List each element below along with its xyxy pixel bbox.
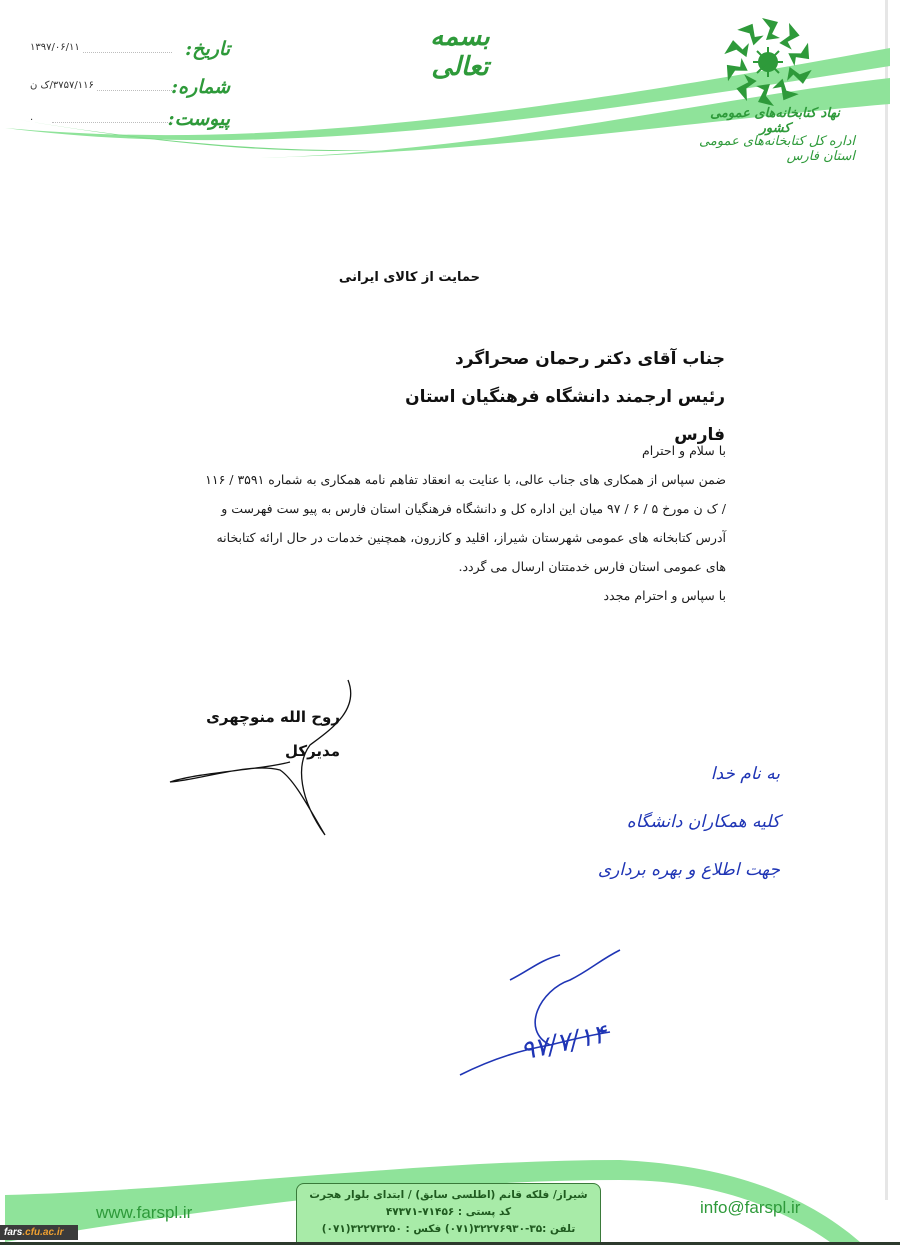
- recipient-title: رئیس ارجمند دانشگاه فرهنگیان استان فارس: [405, 387, 725, 445]
- recipient-name: جناب آقای دکتر رحمان صحراگرد: [455, 349, 725, 369]
- invocation-heading: بسمه تعالی: [430, 22, 490, 82]
- signer-block: [160, 700, 340, 768]
- note-line: کلیه همکاران دانشگاه: [626, 812, 780, 832]
- source-watermark: [0, 1225, 78, 1240]
- signer-name: روح الله منوچهری: [206, 708, 340, 726]
- watermark-suffix: .cfu.ac.ir: [22, 1227, 64, 1238]
- parent-organization-name: نهاد کتابخانه‌های عمومی کشور: [710, 106, 840, 136]
- dotted-line: [52, 122, 172, 123]
- date-field: [30, 38, 230, 64]
- closing: با سپاس و احترام مجدد: [603, 588, 726, 603]
- date-label: تاریخ:: [185, 38, 230, 60]
- website-link[interactable]: www.farspl.ir: [96, 1203, 193, 1222]
- number-field: [30, 76, 230, 102]
- slogan: حمایت از کالای ایرانی: [338, 270, 480, 285]
- letter-body: [110, 436, 726, 610]
- address-box: [296, 1183, 601, 1243]
- number-value: ۳۷۵۷/۱۱۶/ک ن: [30, 80, 94, 91]
- postal-code-line: کد پستی : ۷۱۴۵۶-۴۷۳۷۱: [385, 1206, 512, 1218]
- watermark-prefix: fars: [4, 1227, 23, 1238]
- handwritten-date: ۹۷/۷/۱۴: [517, 1019, 610, 1067]
- phone-fax-line: تلفن :۳۵-۳۲۲۷۶۹۳۰(۰۷۱) فکس : ۳۲۲۷۳۲۵۰(۰۷۱): [321, 1223, 576, 1235]
- address-line: شیراز/ فلکه قانم (اطلسی سابق) / ابتدای بلوار هجرت: [309, 1189, 588, 1201]
- organization-name: اداره کل کتابخانه‌های عمومی استان فارس: [699, 134, 855, 164]
- footer-divider: [0, 1242, 900, 1245]
- library-flower-logo-icon: [718, 12, 818, 112]
- body-line: آدرس کتابخانه های عمومی شهرستان شیراز، اقلید و کازرون، همچنین خدمات در حال ارائه کتابخانه: [216, 530, 726, 545]
- attachment-field: [30, 108, 230, 134]
- email-link[interactable]: info@farspl.ir: [700, 1198, 801, 1217]
- scan-edge: [885, 0, 888, 1200]
- attachment-label: پیوست:: [167, 108, 230, 130]
- handwritten-referral-note: [540, 750, 780, 894]
- body-line: های عمومی استان فارس خدمتتان ارسال می گردد.: [458, 559, 726, 574]
- greeting: با سلام و احترام: [642, 443, 726, 458]
- signer-title: مدیرکل: [284, 742, 340, 760]
- note-line: جهت اطلاع و بهره برداری: [597, 860, 780, 880]
- body-line: ضمن سپاس از همکاری های جناب عالی، با عنایت به انعقاد تفاهم نامه همکاری به شماره ۳۵۹۱ / ۱۱۶: [205, 472, 726, 487]
- handwritten-signature-stroke: [450, 940, 630, 1090]
- number-label: شماره:: [171, 76, 230, 98]
- body-line: / ک ن مورخ ۵ / ۶ / ۹۷ میان این اداره کل و دانشگاه فرهنگیان استان فارس به پیو ست فهرست و: [221, 501, 726, 516]
- attachment-value: .: [30, 112, 34, 123]
- date-value: ۱۳۹۷/۰۶/۱۱: [30, 42, 80, 53]
- note-line: به نام خدا: [710, 764, 780, 784]
